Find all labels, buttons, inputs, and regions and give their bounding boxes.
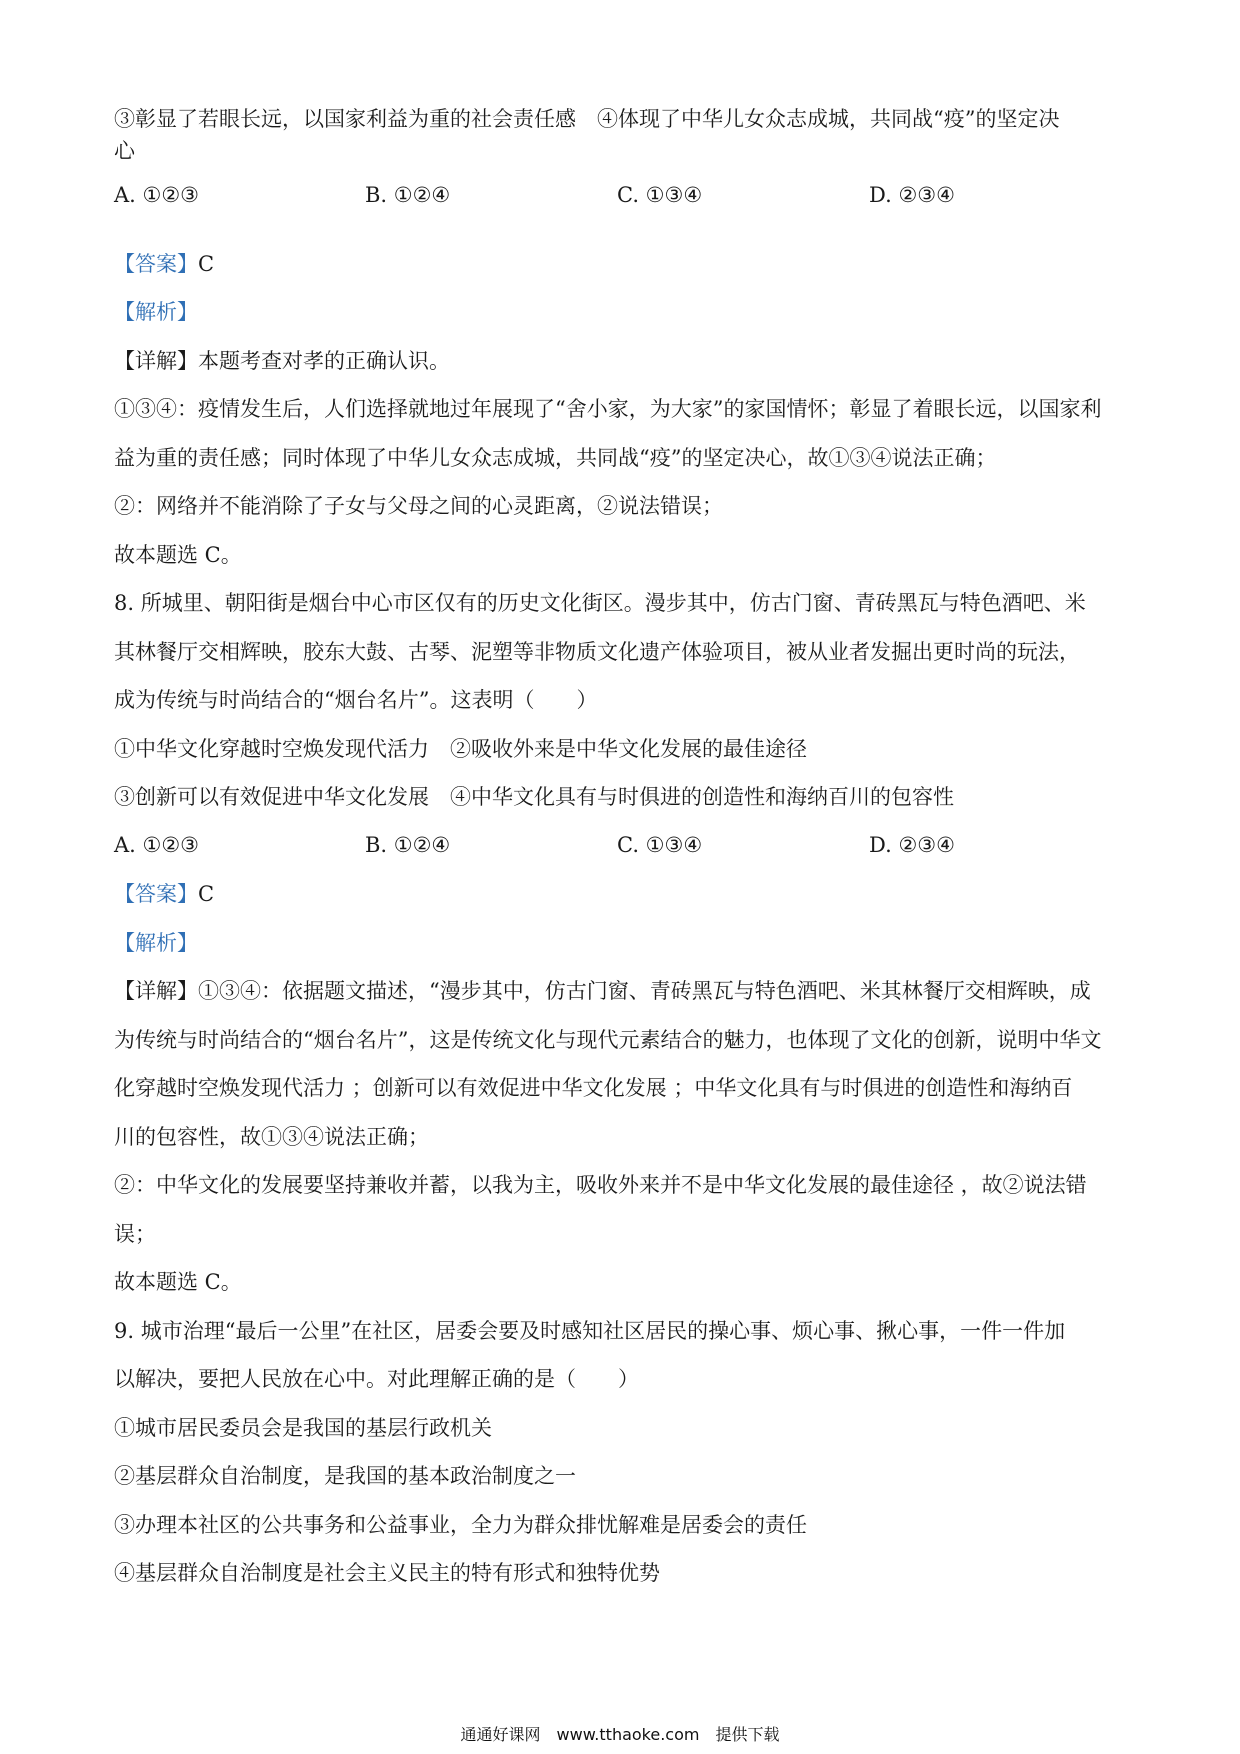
q9-statement-line: ②基层群众自治制度，是我国的基本政治制度之一: [114, 1464, 576, 1488]
q8-option-d: D. ②③④: [869, 833, 955, 857]
q9-stem-line: 9. 城市治理“最后一公里”在社区，居委会要及时感知社区居民的操心事、烦心事、揪心事，一件一件加: [114, 1319, 1066, 1343]
answer-tag: 【答案】: [114, 252, 198, 276]
q7-option-a: A. ①②③: [114, 183, 199, 207]
q8-stem-line: 8. 所城里、朝阳街是烟台中心市区仅有的历史文化街区。漫步其中，仿古门窗、青砖黑瓦与特色酒吧、米: [114, 591, 1086, 615]
q8-option-b: B. ①②④: [365, 833, 451, 857]
q8-option-a: A. ①②③: [114, 833, 199, 857]
q7-analysis-tag: 【解析】: [114, 300, 198, 324]
q8-detail-line: 【详解】①③④：依据题文描述，“漫步其中，仿古门窗、青砖黑瓦与特色酒吧、米其林餐厅交相辉映，成: [114, 979, 1091, 1003]
q8-answer: [114, 879, 214, 909]
q8-detail-line: 化穿越时空焕发现代活力 ；创新可以有效促进中华文化发展 ；中华文化具有与时俱进的创造性和海纳百: [114, 1076, 1073, 1100]
q8-statement-line: ①中华文化穿越时空焕发现代活力 ②吸收外来是中华文化发展的最佳途径: [114, 737, 807, 761]
q8-detail-line: 川的包容性，故①③④说法正确；: [114, 1125, 429, 1149]
q9-statement-line: ④基层群众自治制度是社会主义民主的特有形式和独特优势: [114, 1561, 660, 1585]
answer-value: C: [198, 252, 215, 276]
q9-statement-line: ③办理本社区的公共事务和公益事业，全力为群众排忧解难是居委会的责任: [114, 1513, 807, 1537]
q8-statement-line: ③创新可以有效促进中华文化发展 ④中华文化具有与时俱进的创造性和海纳百川的包容性: [114, 785, 954, 809]
q7-detail-line: 【详解】本题考查对孝的正确认识。: [114, 349, 450, 373]
q7-option-d: D. ②③④: [869, 183, 955, 207]
q8-detail-line: 误；: [114, 1222, 156, 1246]
q7-option-c: C. ①③④: [617, 183, 703, 207]
q7-statement-3-4: ③彰显了若眼长远，以国家利益为重的社会责任感 ④体现了中华儿女众志成城，共同战“疫”的坚定决: [114, 107, 1060, 131]
q7-answer: [114, 249, 214, 279]
q8-analysis-tag: 【解析】: [114, 931, 198, 955]
q7-detail-line: ②：网络并不能消除了子女与父母之间的心灵距离，②说法错误；: [114, 494, 723, 518]
page-footer: 通通好课网 www.tthaoke.com 提供下载: [460, 1725, 780, 1744]
q8-detail-line: 故本题选 C。: [114, 1270, 242, 1294]
q7-detail-line: 故本题选 C。: [114, 543, 242, 567]
q8-detail-line: ②：中华文化的发展要坚持兼收并蓄，以我为主，吸收外来并不是中华文化发展的最佳途径 ，故②说法错: [114, 1173, 1087, 1197]
q9-statement-line: ①城市居民委员会是我国的基层行政机关: [114, 1416, 492, 1440]
q7-detail-line: 益为重的责任感；同时体现了中华儿女众志成城，共同战“疫”的坚定决心，故①③④说法正确；: [114, 446, 997, 470]
q7-option-b: B. ①②④: [365, 183, 451, 207]
q8-stem-line: 成为传统与时尚结合的“烟台名片”。这表明（ ）: [114, 688, 598, 712]
q9-stem-line: 以解决，要把人民放在心中。对此理解正确的是（ ）: [114, 1367, 639, 1391]
q7-statement-4-cont: 心: [114, 139, 135, 163]
q7-detail-line: ①③④：疫情发生后，人们选择就地过年展现了“舍小家，为大家”的家国情怀；彰显了着眼长远，以国家利: [114, 397, 1102, 421]
answer-tag: 【答案】: [114, 882, 198, 906]
q8-option-c: C. ①③④: [617, 833, 703, 857]
q8-stem-line: 其林餐厅交相辉映，胶东大鼓、古琴、泥塑等非物质文化遗产体验项目，被从业者发掘出更时尚的玩法，: [114, 640, 1080, 664]
q8-detail-line: 为传统与时尚结合的“烟台名片”，这是传统文化与现代元素结合的魅力，也体现了文化的创新，说明中华文: [114, 1028, 1102, 1052]
answer-value: C: [198, 882, 215, 906]
